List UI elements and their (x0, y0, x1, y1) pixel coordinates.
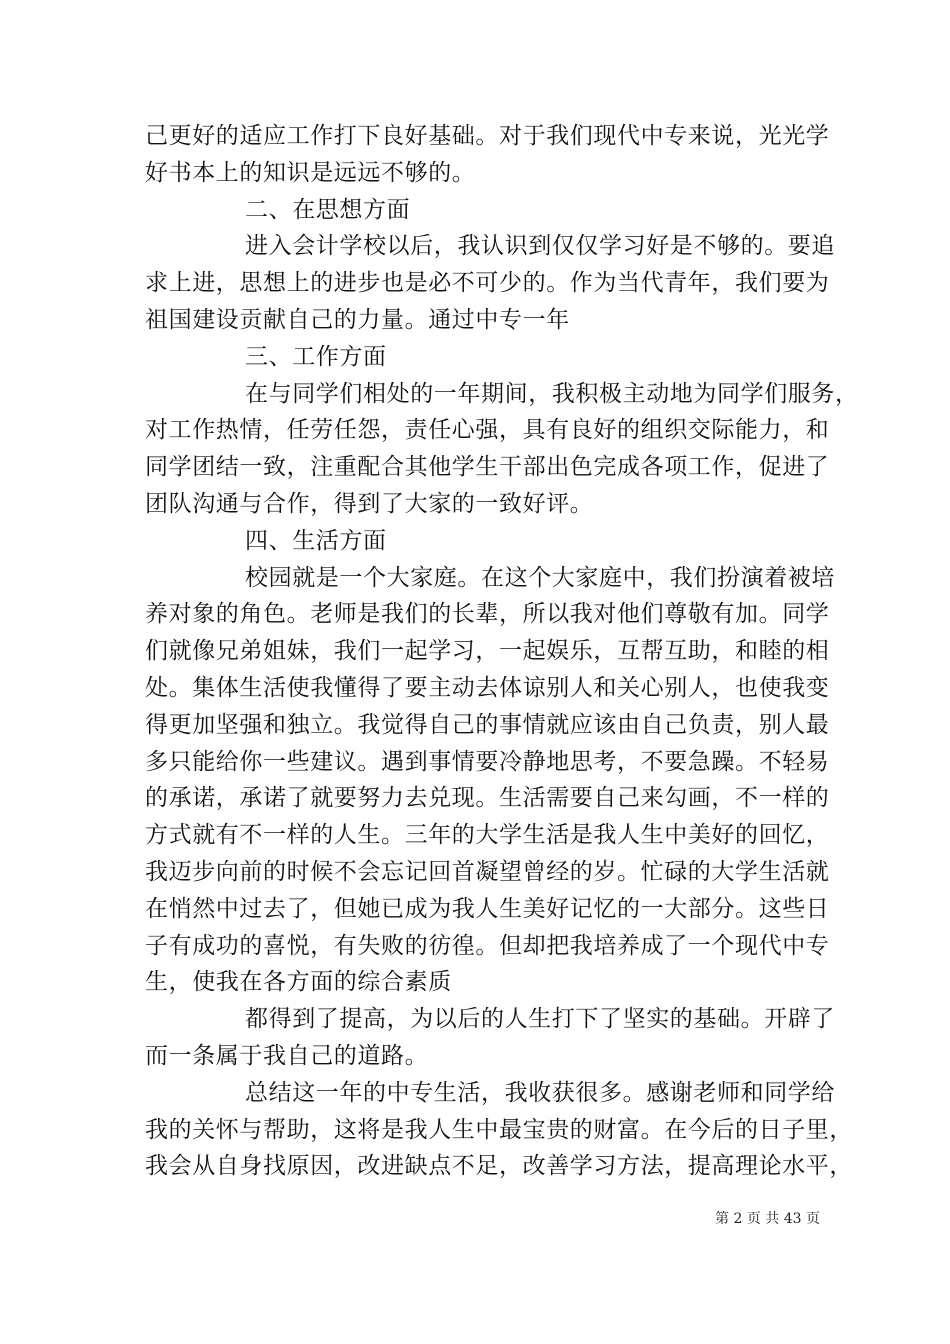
text-line: 总结这一年的中专生活，我收获很多。感谢老师和同学给 (245, 1079, 835, 1106)
text-line: 生，使我在各方面的综合素质 (145, 969, 452, 996)
text-line: 对工作热情，任劳任怨，责任心强，具有良好的组织交际能力，和 (145, 417, 830, 444)
text-line: 祖国建设贡献自己的力量。通过中专一年 (145, 306, 570, 333)
text-line: 而一条属于我自己的道路。 (145, 1042, 429, 1069)
text-line: 在与同学们相处的一年期间，我积极主动地为同学们服务， (245, 380, 859, 407)
text-line: 校园就是一个大家庭。在这个大家庭中，我们扮演着被培 (245, 564, 835, 591)
text-line: 我迈步向前的时候不会忘记回首凝望曾经的岁。忙碌的大学生活就 (145, 858, 830, 885)
text-line: 处。集体生活使我懂得了要主动去体谅别人和关心别人，也使我变 (145, 674, 830, 701)
page-number: 第 2 页 共 43 页 (715, 1211, 820, 1227)
text-line: 团队沟通与合作，得到了大家的一致好评。 (145, 490, 594, 517)
text-line: 我会从自身找原因，改进缺点不足，改善学习方法，提高理论水平， (145, 1153, 853, 1180)
text-line: 养对象的角色。老师是我们的长辈，所以我对他们尊敬有加。同学 (145, 601, 830, 628)
text-line: 方式就有不一样的人生。三年的大学生活是我人生中美好的回忆， (145, 822, 830, 849)
text-line: 己更好的适应工作打下良好基础。对于我们现代中专来说，光光学 (145, 123, 830, 149)
text-line: 好书本上的知识是远远不够的。 (145, 159, 476, 186)
text-line: 的承诺，承诺了就要努力去兑现。生活需要自己来勾画，不一样的 (145, 785, 830, 812)
text-line: 子有成功的喜悦，有失败的彷徨。但却把我培养成了一个现代中专 (145, 932, 830, 959)
text-line: 进入会计学校以后，我认识到仅仅学习好是不够的。要追 (245, 233, 835, 260)
section-heading: 四、生活方面 (245, 527, 387, 554)
text-line: 我的关怀与帮助，这将是我人生中最宝贵的财富。在今后的日子里， (145, 1116, 853, 1143)
text-line: 都得到了提高，为以后的人生打下了坚实的基础。开辟了 (245, 1006, 835, 1033)
section-heading: 三、工作方面 (245, 343, 387, 370)
text-line: 求上进，思想上的进步也是必不可少的。作为当代青年，我们要为 (145, 270, 830, 297)
text-line: 同学团结一致，注重配合其他学生干部出色完成各项工作，促进了 (145, 454, 830, 481)
text-line: 们就像兄弟姐妹，我们一起学习，一起娱乐，互帮互助，和睦的相 (145, 638, 830, 665)
text-line: 得更加坚强和独立。我觉得自己的事情就应该由自己负责，别人最 (145, 711, 830, 738)
section-heading: 二、在思想方面 (245, 196, 411, 223)
text-line: 在悄然中过去了，但她已成为我人生美好记忆的一大部分。这些日 (145, 895, 830, 922)
text-line: 多只能给你一些建议。遇到事情要冷静地思考，不要急躁。不轻易 (145, 748, 830, 775)
document-body (145, 118, 859, 1185)
